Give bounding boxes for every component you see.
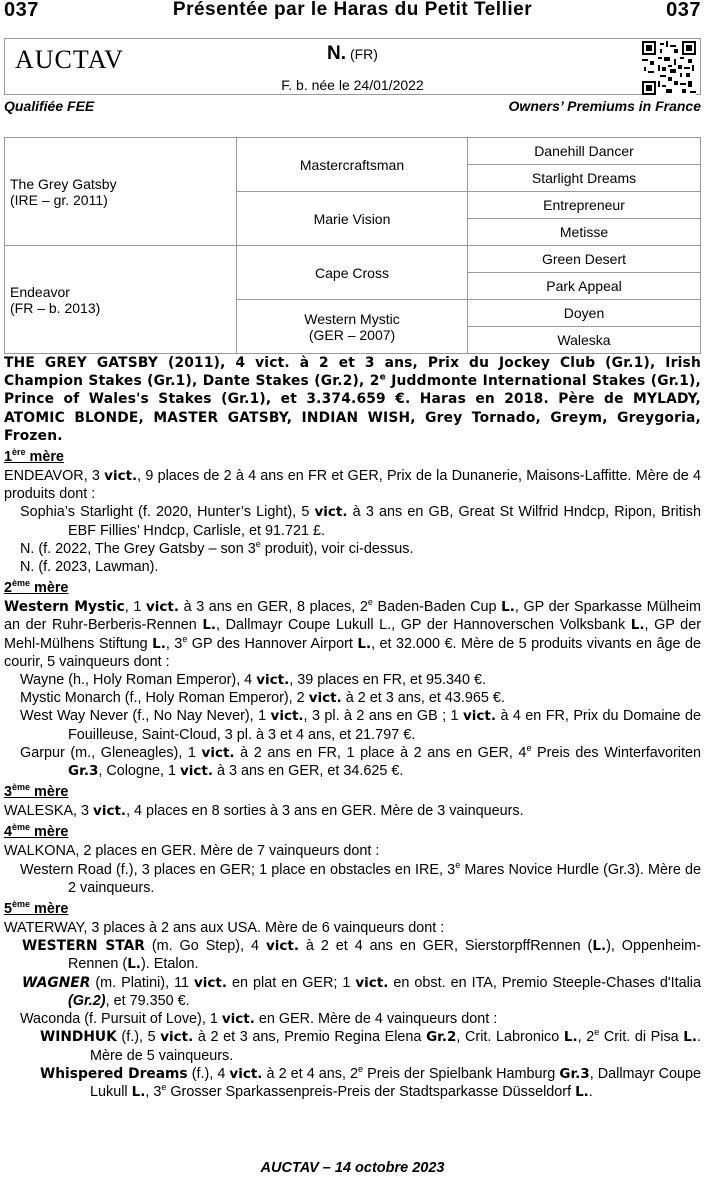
pedigree-table (4, 137, 701, 354)
page-header (4, 0, 701, 22)
horse-name (5, 43, 700, 65)
lot-number-right: 037 (666, 0, 701, 21)
page-footer: AUCTAV – 14 octobre 2023 (260, 1160, 445, 1176)
produce-item: Garpur (m., Gleneagles), 1 vict. à 2 ans en FR, 1 place à 2 ans en GER, 4e Preis des Winterfavoriten Gr.3, Cologne, 1 vict. à 3 ans en GER, et 34.625 €. (20, 743, 701, 780)
produce-item: Wayne (h., Holy Roman Emperor), 4 vict., 39 places en FR, et 95.340 €. (20, 672, 486, 689)
second-dam-heading: 2ème mère (4, 578, 69, 597)
fourth-dam-heading: 4ème mère (4, 822, 69, 841)
produce-item: WAGNER (m. Platini), 11 vict. en plat en GER; 1 vict. en obst. en ITA, Premio Steeple-Chases d'Italia (Gr.2), et 79.350 €. (22, 974, 701, 1009)
birth-info: F. b. née le 24/01/2022 (281, 77, 424, 93)
qualification-left: Qualifiée FEE (4, 98, 95, 114)
pedigree-dam-sire: Cape Cross (237, 246, 468, 300)
sire-paragraph: THE GREY GATSBY (2011), 4 vict. à 2 et 3 ans, Prix du Jockey Club (Gr.1), Irish Champion Stakes (Gr.1), Dante Stakes (Gr.2), 2e Juddmonte International Stakes (Gr.1), Prince of Wales's Stakes (Gr.1), et 3.374.659 €. Haras en 2018. Père de MYLADY, ATOMIC BLONDE, MASTER GATSBY, INDIAN WISH, Grey Tornado, Greym, Greygoria, Frozen. (4, 355, 701, 444)
pedigree-sire-dam: Marie Vision (237, 192, 468, 246)
produce-item: WINDHUK (f.), 5 vict. à 2 et 3 ans, Premio Regina Elena Gr.2, Crit. Labronico L., 2e Crit. di Pisa L.. Mère de 5 vainqueurs. (40, 1027, 702, 1064)
pedigree-dsd: Park Appeal (468, 273, 701, 300)
pedigree-ddd: Waleska (468, 327, 701, 354)
pedigree-dam-dam: Western Mystic (GER – 2007) (237, 300, 468, 354)
qr-code-icon[interactable] (642, 41, 696, 95)
third-dam-heading: 3ème mère (4, 782, 69, 801)
auctav-logo: AUCTAV (15, 45, 124, 74)
produce-item: N. (f. 2022, The Grey Gatsby – son 3e produit), voir ci-dessus. (20, 539, 414, 557)
pedigree-sss: Danehill Dancer (468, 138, 701, 165)
produce-item: Mystic Monarch (f., Holy Roman Emperor), 2 vict. à 2 et 3 ans, et 43.965 €. (20, 690, 505, 707)
pedigree-ssd: Starlight Dreams (468, 165, 701, 192)
fifth-dam-heading: 5ème mère (4, 899, 69, 918)
fourth-dam-text: WALKONA, 2 places en GER. Mère de 7 vainqueurs dont : (4, 843, 380, 860)
first-dam-text: ENDEAVOR, 3 vict., 9 places de 2 à 4 ans en FR et GER, Prix de la Dunanerie, Maisons-Laffitte. Mère de 4 produits dont : (4, 468, 701, 503)
first-dam-heading: 1ère mère (4, 447, 64, 466)
third-dam-text: WALESKA, 3 vict., 4 places en 8 sorties à 3 ans en GER. Mère de 3 vainqueurs. (4, 803, 524, 820)
produce-item: N. (f. 2023, Lawman). (20, 559, 159, 576)
pedigree-dds: Doyen (468, 300, 701, 327)
produce-item: Sophia’s Starlight (f. 2020, Hunter’s Light), 5 vict. à 3 ans en GB, Great St Wilfrid Hndcp, Ripon, British EBF Fillies’ Hndcp, Carlisle, et 91.721 £. (20, 504, 701, 539)
produce-item: WESTERN STAR (m. Go Step), 4 vict. à 2 et 4 ans en GER, SierstorpffRennen (L.), Oppenheim-Rennen (L.). Etalon. (22, 938, 701, 973)
pedigree-sds: Entrepreneur (468, 192, 701, 219)
consignor-title: Présentée par le Haras du Petit Tellier (172, 0, 533, 20)
name-text: N. (327, 43, 347, 64)
pedigree-sire: The Grey Gatsby (IRE – gr. 2011) (5, 138, 237, 246)
lot-number-left: 037 (4, 0, 39, 21)
pedigree-sdd: Metisse (468, 219, 701, 246)
second-dam-text: Western Mystic, 1 vict. à 3 ans en GER, 8 places, 2e Baden-Baden Cup L., GP der Sparkasse Mülheim an der Ruhr-Berberis-Rennen L., Dallmayr Coupe Lukull L., GP der Hannoverschen Volksbank L., GP der Mehl-Mülhens Stiftung L., 3e GP des Hannover Airport L., et 32.000 €. Mère de 5 produits vivants en âge de courir, 5 vainqueurs dont : (4, 597, 701, 670)
fifth-dam-text: WATERWAY, 3 places à 2 ans aux USA. Mère de 6 vainqueurs dont : (4, 920, 445, 937)
country-text: (FR) (349, 46, 378, 62)
qualification-right: Owners’ Premiums in France (508, 98, 701, 114)
pedigree-dam: Endeavor (FR – b. 2013) (5, 246, 237, 354)
produce-item: West Way Never (f., No Nay Never), 1 vict., 3 pl. à 2 ans en GB ; 1 vict. à 4 en FR, Prix du Domaine de Fouilleuse, Saint-Cloud, 3 pl. à 3 et 4 ans, et 21.797 €. (20, 708, 701, 743)
identity-box (4, 38, 701, 95)
produce-item: Whispered Dreams (f.), 4 vict. à 2 et 4 ans, 2e Preis der Spielbank Hamburg Gr.3, Dallmayr Coupe Lukull L., 3e Grosser Sparkassenpreis-Preis der Stadtsparkasse Düsseldorf L.. (40, 1063, 702, 1100)
pedigree-dss: Green Desert (468, 246, 701, 273)
produce-item: Western Road (f.), 3 places en GER; 1 place en obstacles en IRE, 3e Mares Novice Hurdle (Gr.3). Mère de 2 vainqueurs. (20, 859, 701, 896)
qualification-row (4, 98, 701, 118)
produce-item: Waconda (f. Pursuit of Love), 1 vict. en GER. Mère de 4 vainqueurs dont : (20, 1011, 498, 1028)
pedigree-sire-sire: Mastercraftsman (237, 138, 468, 192)
catalogue-body (4, 354, 701, 1101)
